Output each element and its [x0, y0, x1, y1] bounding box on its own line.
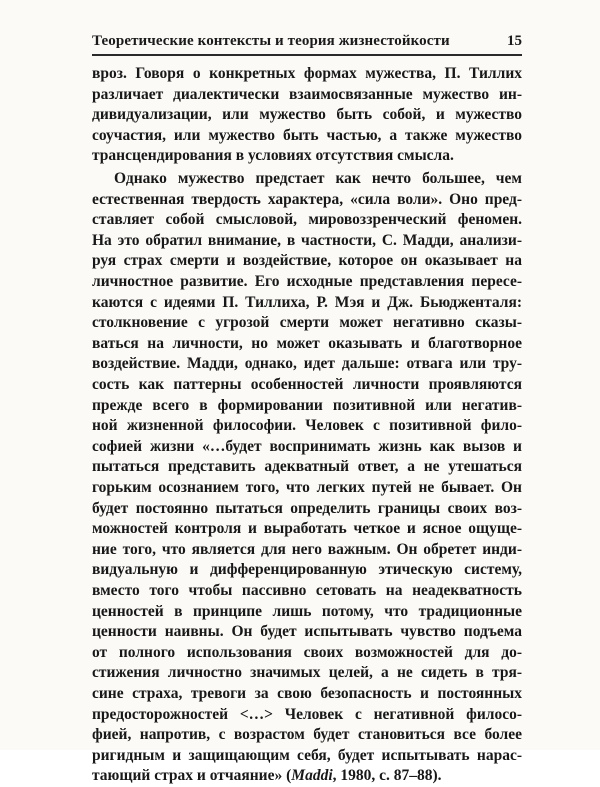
- text-line: ваться на личности, но может оказывать и благотворное: [92, 334, 522, 352]
- text-line: фией, напротив, с возрастом будет становиться все более: [92, 726, 522, 744]
- text-line: На это обратил внимание, в частности, С. Мадди, анализи-: [92, 231, 522, 249]
- text-line: различает диалектически взаимосвязанные мужество ин-: [92, 85, 522, 103]
- text-line: соучастия, или мужество быть частью, а также мужество: [92, 126, 522, 144]
- text-line: сине страха, тревоги за свою безопасность и постоянных: [92, 685, 522, 702]
- header-title: Теоретические контексты и теория жизнестойкости: [92, 33, 450, 49]
- text-line: естественная твердость характера, «сила воли». Оно пред-: [92, 190, 522, 208]
- text-line: каются с идеями П. Тиллиха, Р. Мэя и Дж. Бьюдженталя:: [92, 293, 522, 311]
- text-line: Однако мужество предстает как нечто большее, чем: [114, 170, 522, 187]
- text-line: личностное развитие. Его исходные представления пересе-: [92, 273, 522, 290]
- text-line: пытаться представить адекватный ответ, а не утешаться: [92, 458, 522, 476]
- text-line: можностей контроля и выработать четкое и ясное ощуще-: [92, 520, 522, 538]
- text-line: ной жизненной философии. Человек с позитивной фило-: [92, 417, 522, 435]
- text-line: ригидным и защищающим себя, будет испытывать нарас-: [92, 746, 522, 764]
- text-line: прежде всего в формировании позитивной или негатив-: [92, 396, 522, 414]
- text-line: предосторожностей <…> Человек с негативной филосо-: [92, 705, 522, 723]
- text-line: ние того, что является для него важным. Он обретет инди-: [92, 540, 522, 558]
- text-line: ставляет собой смысловой, мировоззренческий феномен.: [92, 211, 522, 229]
- text-line: вроз. Говоря о конкретных формах мужества, П. Тиллих: [92, 65, 522, 82]
- text-line: ценностей в принципе лишь потому, что традиционные: [92, 602, 522, 620]
- text-line: от полного использования своих возможностей для до-: [92, 643, 522, 661]
- header-rule: [92, 54, 522, 56]
- text-line: дивидуализации, или мужество быть собой, и мужество: [92, 106, 522, 124]
- text-line: горьким осознанием того, что легких путей не бывает. Он: [92, 479, 522, 496]
- text-line: столкновение с угрозой смерти может негативно сказы-: [92, 314, 522, 332]
- citation-line: [92, 766, 522, 787]
- running-header: [92, 31, 522, 53]
- text-line: руя страх смерти и воздействие, которое он оказывает на: [92, 252, 522, 270]
- text-line: сость как паттерны особенностей личности проявляются: [92, 376, 522, 393]
- text-line: софией жизни «…будет воспринимать жизнь как вызов и: [92, 437, 522, 455]
- citation-prefix: тающий страх и отчаяние» (: [92, 767, 292, 785]
- page-number: 15: [507, 33, 522, 49]
- citation-author: Maddi: [291, 767, 333, 785]
- text-line: вместо того чтобы пассивно сетовать на неадекватность: [92, 582, 522, 599]
- text-line: трансцендирования в условиях отсутствия смысла.: [92, 147, 454, 165]
- text-line: видуальную и дифференцированную этическую систему,: [92, 561, 522, 579]
- text-line: стижения личностно значимых целей, а не сидеть в тря-: [92, 664, 522, 682]
- text-line: воздействие. Мадди, однако, идет дальше: отвага или тру-: [92, 355, 522, 373]
- text-line: будет постоянно пытаться определить границы своих воз-: [92, 499, 522, 517]
- text-line: ценности наивны. Он будет испытывать чувство подъема: [92, 623, 522, 641]
- citation-suffix: , 1980, с. 87–88).: [332, 767, 442, 785]
